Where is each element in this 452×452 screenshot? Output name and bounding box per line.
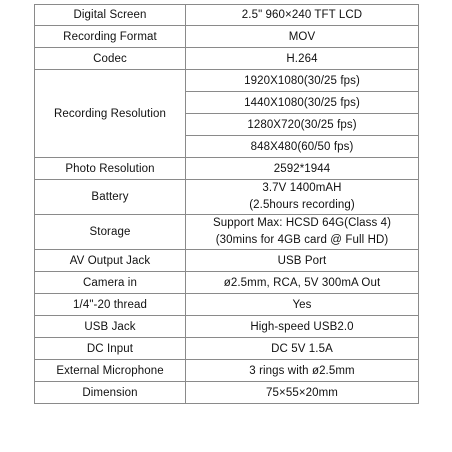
row-value (186, 180, 419, 215)
table-row (35, 316, 419, 338)
row-label: USB Jack (35, 316, 186, 338)
row-value: 848X480(60/50 fps) (186, 136, 419, 158)
row-value: USB Port (186, 250, 419, 272)
spec-table (34, 4, 419, 404)
row-value: High-speed USB2.0 (186, 316, 419, 338)
row-label: Dimension (35, 382, 186, 404)
table-row (35, 360, 419, 382)
table-row (35, 250, 419, 272)
row-value: 2592*1944 (186, 158, 419, 180)
table-row (35, 294, 419, 316)
row-value: Yes (186, 294, 419, 316)
table-row (35, 382, 419, 404)
table-row (35, 180, 419, 215)
table-row (35, 26, 419, 48)
row-label: Recording Format (35, 26, 186, 48)
row-value: H.264 (186, 48, 419, 70)
value-line: 3.7V 1400mAH (262, 182, 342, 194)
table-row (35, 48, 419, 70)
table-row (35, 70, 419, 92)
table-row (35, 5, 419, 26)
row-label: Digital Screen (35, 5, 186, 26)
row-label: AV Output Jack (35, 250, 186, 272)
row-label: Camera in (35, 272, 186, 294)
row-value: 1280X720(30/25 fps) (186, 114, 419, 136)
row-label: Codec (35, 48, 186, 70)
value-line: (30mins for 4GB card @ Full HD) (215, 234, 389, 246)
row-value (186, 215, 419, 250)
row-label: External Microphone (35, 360, 186, 382)
row-label: Photo Resolution (35, 158, 186, 180)
table-row (35, 158, 419, 180)
row-value: ø2.5mm, RCA, 5V 300mA Out (186, 272, 419, 294)
row-value: MOV (186, 26, 419, 48)
row-label: DC Input (35, 338, 186, 360)
row-value: 2.5" 960×240 TFT LCD (186, 5, 419, 26)
value-line: (2.5hours recording) (249, 199, 355, 211)
row-value: 3 rings with ø2.5mm (186, 360, 419, 382)
row-value: DC 5V 1.5A (186, 338, 419, 360)
value-line: Support Max: HCSD 64G(Class 4) (212, 217, 392, 229)
row-label: 1/4"-20 thread (35, 294, 186, 316)
row-label: Battery (35, 180, 186, 215)
row-value: 75×55×20mm (186, 382, 419, 404)
row-label: Recording Resolution (35, 70, 186, 158)
row-label: Storage (35, 215, 186, 250)
table-row (35, 215, 419, 250)
row-value: 1440X1080(30/25 fps) (186, 92, 419, 114)
table-row (35, 338, 419, 360)
table-row (35, 272, 419, 294)
row-value: 1920X1080(30/25 fps) (186, 70, 419, 92)
